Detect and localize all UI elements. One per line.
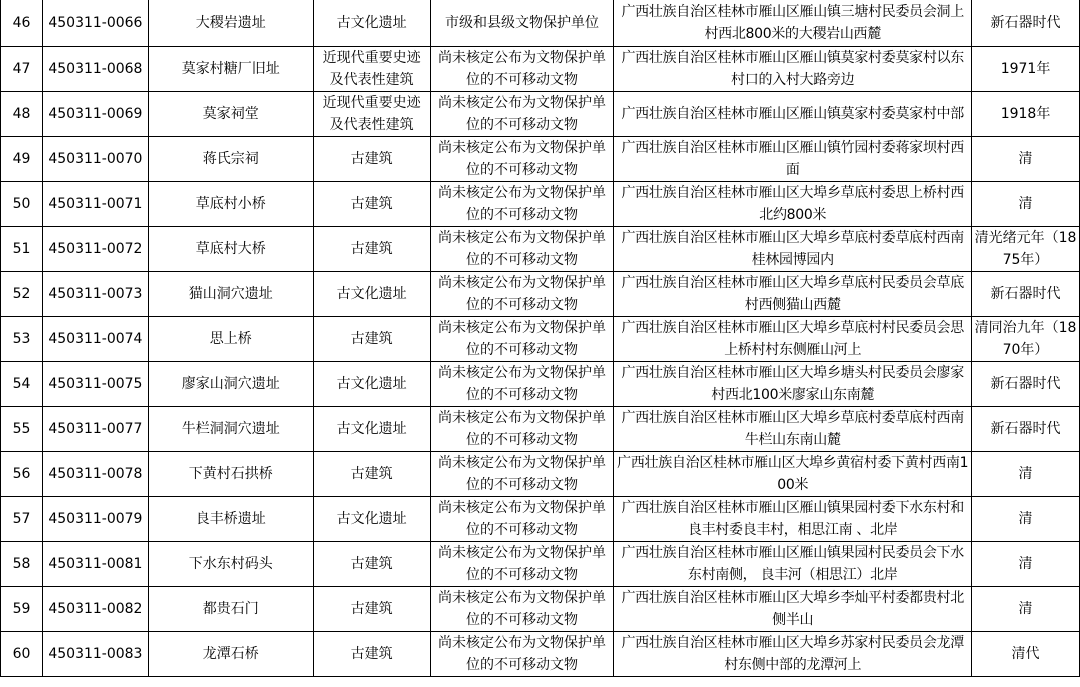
- category-cell: 古建筑: [313, 587, 430, 632]
- name-cell: 都贵石门: [148, 587, 313, 632]
- era-cell: 清光绪元年（1875年）: [972, 227, 1080, 272]
- row-number-cell: 49: [1, 137, 43, 182]
- address-cell: 广西壮族自治区桂林市雁山区大埠乡黄宿村委下黄村西南100米: [614, 452, 972, 497]
- era-cell: 清: [972, 452, 1080, 497]
- table-row: [1, 632, 1080, 677]
- code-cell: 450311-0074: [42, 317, 148, 362]
- table-row: [1, 407, 1080, 452]
- name-cell: 良丰桥遗址: [148, 497, 313, 542]
- era-cell: 新石器时代: [972, 272, 1080, 317]
- protection-level-cell: 尚未核定公布为文物保护单位的不可移动文物: [430, 317, 614, 362]
- address-cell: 广西壮族自治区桂林市雁山区大埠乡草底村委思上桥村西北约800米: [614, 182, 972, 227]
- category-cell: 古文化遗址: [313, 362, 430, 407]
- protection-level-cell: 尚未核定公布为文物保护单位的不可移动文物: [430, 452, 614, 497]
- code-cell: 450311-0075: [42, 362, 148, 407]
- era-cell: 新石器时代: [972, 362, 1080, 407]
- address-cell: 广西壮族自治区桂林市雁山区雁山镇竹园村委蒋家坝村西面: [614, 137, 972, 182]
- name-cell: 下黄村石拱桥: [148, 452, 313, 497]
- table-row: [1, 0, 1080, 47]
- name-cell: 蒋氏宗祠: [148, 137, 313, 182]
- protection-level-cell: 尚未核定公布为文物保护单位的不可移动文物: [430, 92, 614, 137]
- address-cell: 广西壮族自治区桂林市雁山区大埠乡李灿平村委都贵村北侧半山: [614, 587, 972, 632]
- row-number-cell: 53: [1, 317, 43, 362]
- code-cell: 450311-0070: [42, 137, 148, 182]
- category-cell: 古文化遗址: [313, 272, 430, 317]
- era-cell: 清: [972, 182, 1080, 227]
- name-cell: 草底村大桥: [148, 227, 313, 272]
- address-cell: 广西壮族自治区桂林市雁山区大埠乡草底村村民委员会思上桥村村东侧雁山河上: [614, 317, 972, 362]
- category-cell: 古建筑: [313, 137, 430, 182]
- table-row: [1, 452, 1080, 497]
- table-row: [1, 182, 1080, 227]
- row-number-cell: 60: [1, 632, 43, 677]
- protection-level-cell: 尚未核定公布为文物保护单位的不可移动文物: [430, 272, 614, 317]
- name-cell: 莫家祠堂: [148, 92, 313, 137]
- table-row: [1, 272, 1080, 317]
- code-cell: 450311-0072: [42, 227, 148, 272]
- era-cell: 清: [972, 587, 1080, 632]
- row-number-cell: 51: [1, 227, 43, 272]
- era-cell: 新石器时代: [972, 0, 1080, 47]
- address-cell: 广西壮族自治区桂林市雁山区大埠乡苏家村民委员会龙潭村东侧中部的龙潭河上: [614, 632, 972, 677]
- address-cell: 广西壮族自治区桂林市雁山区雁山镇莫家村委莫家村以东村口的入村大路旁边: [614, 47, 972, 92]
- category-cell: 古文化遗址: [313, 407, 430, 452]
- address-cell: 广西壮族自治区桂林市雁山区雁山镇果园村委下水东村和良丰村委良丰村，相思江南 、北岸: [614, 497, 972, 542]
- code-cell: 450311-0079: [42, 497, 148, 542]
- row-number-cell: 56: [1, 452, 43, 497]
- address-cell: 广西壮族自治区桂林市雁山区雁山镇三塘村民委员会洞上村西北800米的大稷岩山西麓: [614, 0, 972, 47]
- row-number-cell: 59: [1, 587, 43, 632]
- address-cell: 广西壮族自治区桂林市雁山区大埠乡草底村委草底村西南桂林园博园内: [614, 227, 972, 272]
- row-number-cell: 48: [1, 92, 43, 137]
- category-cell: 近现代重要史迹及代表性建筑: [313, 47, 430, 92]
- name-cell: 莫家村糖厂旧址: [148, 47, 313, 92]
- era-cell: 清: [972, 137, 1080, 182]
- era-cell: 新石器时代: [972, 407, 1080, 452]
- table-row: [1, 227, 1080, 272]
- code-cell: 450311-0066: [42, 0, 148, 47]
- protection-level-cell: 尚未核定公布为文物保护单位的不可移动文物: [430, 47, 614, 92]
- category-cell: 古建筑: [313, 317, 430, 362]
- era-cell: 1918年: [972, 92, 1080, 137]
- name-cell: 大稷岩遗址: [148, 0, 313, 47]
- name-cell: 廖家山洞穴遗址: [148, 362, 313, 407]
- row-number-cell: 46: [1, 0, 43, 47]
- table-row: [1, 362, 1080, 407]
- address-cell: 广西壮族自治区桂林市雁山区大埠乡草底村委草底村西南牛栏山东南山麓: [614, 407, 972, 452]
- code-cell: 450311-0069: [42, 92, 148, 137]
- code-cell: 450311-0068: [42, 47, 148, 92]
- era-cell: 清: [972, 542, 1080, 587]
- protection-level-cell: 市级和县级文物保护单位: [430, 0, 614, 47]
- name-cell: 下水东村码头: [148, 542, 313, 587]
- code-cell: 450311-0071: [42, 182, 148, 227]
- category-cell: 古建筑: [313, 182, 430, 227]
- category-cell: 古建筑: [313, 542, 430, 587]
- table-row: [1, 47, 1080, 92]
- table-row: [1, 497, 1080, 542]
- category-cell: 近现代重要史迹及代表性建筑: [313, 92, 430, 137]
- row-number-cell: 47: [1, 47, 43, 92]
- code-cell: 450311-0081: [42, 542, 148, 587]
- protection-level-cell: 尚未核定公布为文物保护单位的不可移动文物: [430, 632, 614, 677]
- table-row: [1, 317, 1080, 362]
- code-cell: 450311-0077: [42, 407, 148, 452]
- name-cell: 龙潭石桥: [148, 632, 313, 677]
- table-row: [1, 542, 1080, 587]
- protection-level-cell: 尚未核定公布为文物保护单位的不可移动文物: [430, 542, 614, 587]
- name-cell: 猫山洞穴遗址: [148, 272, 313, 317]
- category-cell: 古建筑: [313, 227, 430, 272]
- protection-level-cell: 尚未核定公布为文物保护单位的不可移动文物: [430, 497, 614, 542]
- relics-table-body: [1, 0, 1080, 677]
- address-cell: 广西壮族自治区桂林市雁山区大埠乡塘头村民委员会廖家村西北100米廖家山东南麓: [614, 362, 972, 407]
- category-cell: 古文化遗址: [313, 497, 430, 542]
- table-row: [1, 137, 1080, 182]
- protection-level-cell: 尚未核定公布为文物保护单位的不可移动文物: [430, 137, 614, 182]
- category-cell: 古建筑: [313, 452, 430, 497]
- row-number-cell: 54: [1, 362, 43, 407]
- table-row: [1, 92, 1080, 137]
- name-cell: 牛栏洞洞穴遗址: [148, 407, 313, 452]
- row-number-cell: 57: [1, 497, 43, 542]
- code-cell: 450311-0078: [42, 452, 148, 497]
- category-cell: 古建筑: [313, 632, 430, 677]
- protection-level-cell: 尚未核定公布为文物保护单位的不可移动文物: [430, 227, 614, 272]
- protection-level-cell: 尚未核定公布为文物保护单位的不可移动文物: [430, 362, 614, 407]
- address-cell: 广西壮族自治区桂林市雁山区大埠乡草底村民委员会草底村西侧猫山西麓: [614, 272, 972, 317]
- protection-level-cell: 尚未核定公布为文物保护单位的不可移动文物: [430, 407, 614, 452]
- protection-level-cell: 尚未核定公布为文物保护单位的不可移动文物: [430, 182, 614, 227]
- era-cell: 清: [972, 497, 1080, 542]
- name-cell: 草底村小桥: [148, 182, 313, 227]
- era-cell: 清代: [972, 632, 1080, 677]
- code-cell: 450311-0083: [42, 632, 148, 677]
- code-cell: 450311-0082: [42, 587, 148, 632]
- code-cell: 450311-0073: [42, 272, 148, 317]
- row-number-cell: 58: [1, 542, 43, 587]
- address-cell: 广西壮族自治区桂林市雁山区雁山镇果园村民委员会下水东村南侧， 良丰河（相思江）北岸: [614, 542, 972, 587]
- address-cell: 广西壮族自治区桂林市雁山区雁山镇莫家村委莫家村中部: [614, 92, 972, 137]
- era-cell: 清同治九年（1870年）: [972, 317, 1080, 362]
- row-number-cell: 50: [1, 182, 43, 227]
- category-cell: 古文化遗址: [313, 0, 430, 47]
- era-cell: 1971年: [972, 47, 1080, 92]
- table-row: [1, 587, 1080, 632]
- row-number-cell: 55: [1, 407, 43, 452]
- name-cell: 思上桥: [148, 317, 313, 362]
- protection-level-cell: 尚未核定公布为文物保护单位的不可移动文物: [430, 587, 614, 632]
- row-number-cell: 52: [1, 272, 43, 317]
